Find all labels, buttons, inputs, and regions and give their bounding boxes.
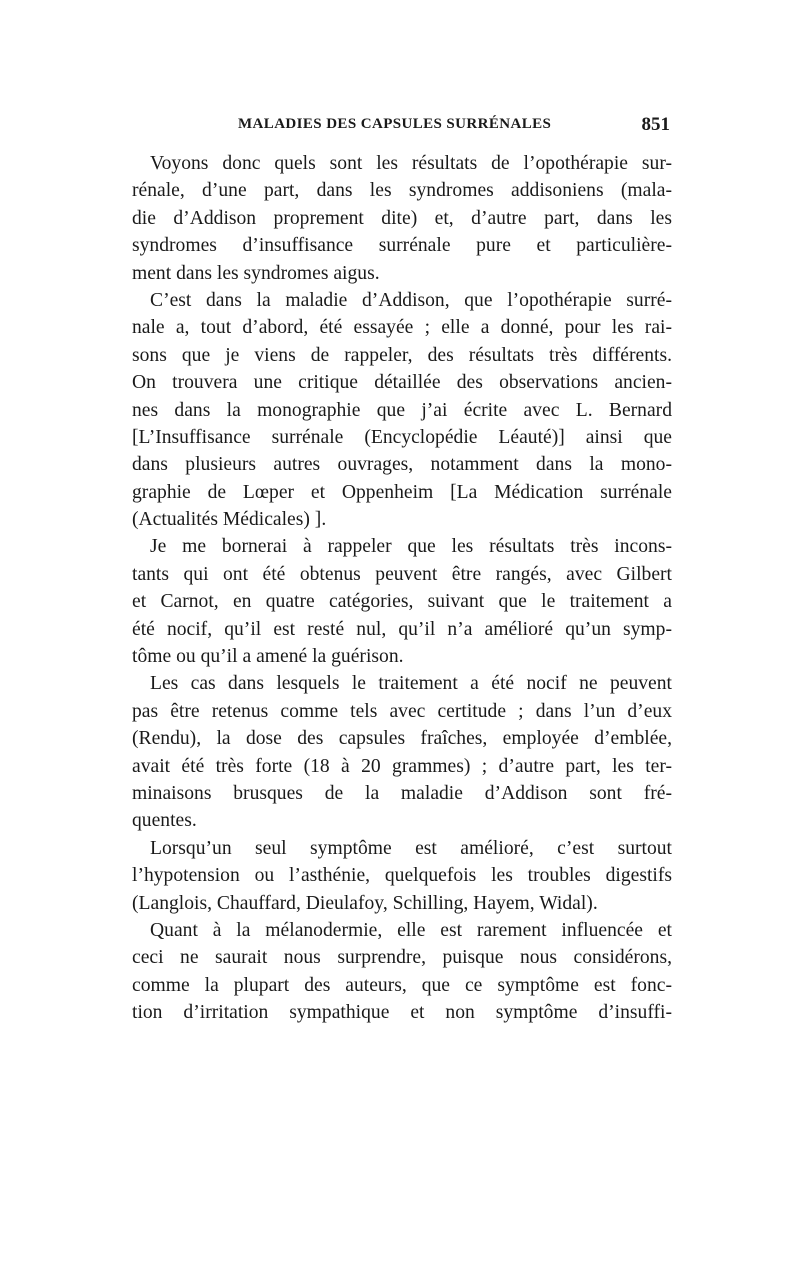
text-line: Lorsqu’un seul symptôme est amélioré, c’est surtout xyxy=(150,837,672,859)
text-line: quentes. xyxy=(132,810,197,832)
text-line: [L’Insuffisance surrénale (Encyclopédie Léauté)] ainsi que xyxy=(132,426,672,448)
text-line: comme la plupart des auteurs, que ce symptôme est fonc- xyxy=(132,974,672,996)
text-line: (Langlois, Chauffard, Dieulafoy, Schilling, Hayem, Widal). xyxy=(132,892,598,914)
text-line: (Actualités Médicales) ]. xyxy=(132,509,327,531)
text-line: Quant à la mélanodermie, elle est rarement influencée et xyxy=(150,919,672,941)
text-line: nes dans la monographie que j’ai écrite avec L. Bernard xyxy=(132,399,672,421)
text-line: ment dans les syndromes aigus. xyxy=(132,262,380,284)
text-line: avait été très forte (18 à 20 grammes) ; d’autre part, les ter- xyxy=(132,755,672,777)
page-number: 851 xyxy=(641,114,670,135)
text-line: C’est dans la maladie d’Addison, que l’opothérapie surré- xyxy=(150,289,672,311)
text-line: syndromes d’insuffisance surrénale pure et particulière- xyxy=(132,235,672,257)
text-line: graphie de Lœper et Oppenheim [La Médication surrénale xyxy=(132,481,672,503)
text-line: die d’Addison proprement dite) et, d’autre part, dans les xyxy=(132,207,672,229)
text-line: Voyons donc quels sont les résultats de l’opothérapie sur- xyxy=(150,153,672,174)
text-line: nale a, tout d’abord, été essayée ; elle a donné, pour les rai- xyxy=(132,317,672,339)
text-line: ceci ne saurait nous surprendre, puisque nous considérons, xyxy=(132,947,672,969)
text-line: Je me bornerai à rappeler que les résultats très incons- xyxy=(150,536,672,558)
text-line: sons que je viens de rappeler, des résultats très différents. xyxy=(132,344,672,366)
text-line: Les cas dans lesquels le traitement a été nocif ne peuvent xyxy=(150,673,672,695)
page-header xyxy=(238,116,670,140)
text-line: On trouvera une critique détaillée des observations ancien- xyxy=(132,372,672,394)
text-line: rénale, d’une part, dans les syndromes addisoniens (mala- xyxy=(132,180,672,202)
text-line: (Rendu), la dose des capsules fraîches, employée d’emblée, xyxy=(132,728,672,750)
text-line: tion d’irritation sympathique et non symptôme d’insuffi- xyxy=(132,1002,672,1024)
running-title: MALADIES DES CAPSULES SURRÉNALES xyxy=(238,116,552,132)
text-line: dans plusieurs autres ouvrages, notamment dans la mono- xyxy=(132,454,672,476)
text-line: tants qui ont été obtenus peuvent être rangés, avec Gilbert xyxy=(132,563,672,585)
text-line: minaisons brusques de la maladie d’Addison sont fré- xyxy=(132,782,672,804)
text-line: pas être retenus comme tels avec certitude ; dans l’un d’eux xyxy=(132,700,672,722)
body-text xyxy=(132,150,672,1027)
text-line: été nocif, qu’il est resté nul, qu’il n’a amélioré qu’un symp- xyxy=(132,618,672,640)
text-line: et Carnot, en quatre catégories, suivant que le traitement a xyxy=(132,591,672,613)
text-line: tôme ou qu’il a amené la guérison. xyxy=(132,646,404,668)
text-line: l’hypotension ou l’asthénie, quelquefois les troubles digestifs xyxy=(132,865,672,887)
